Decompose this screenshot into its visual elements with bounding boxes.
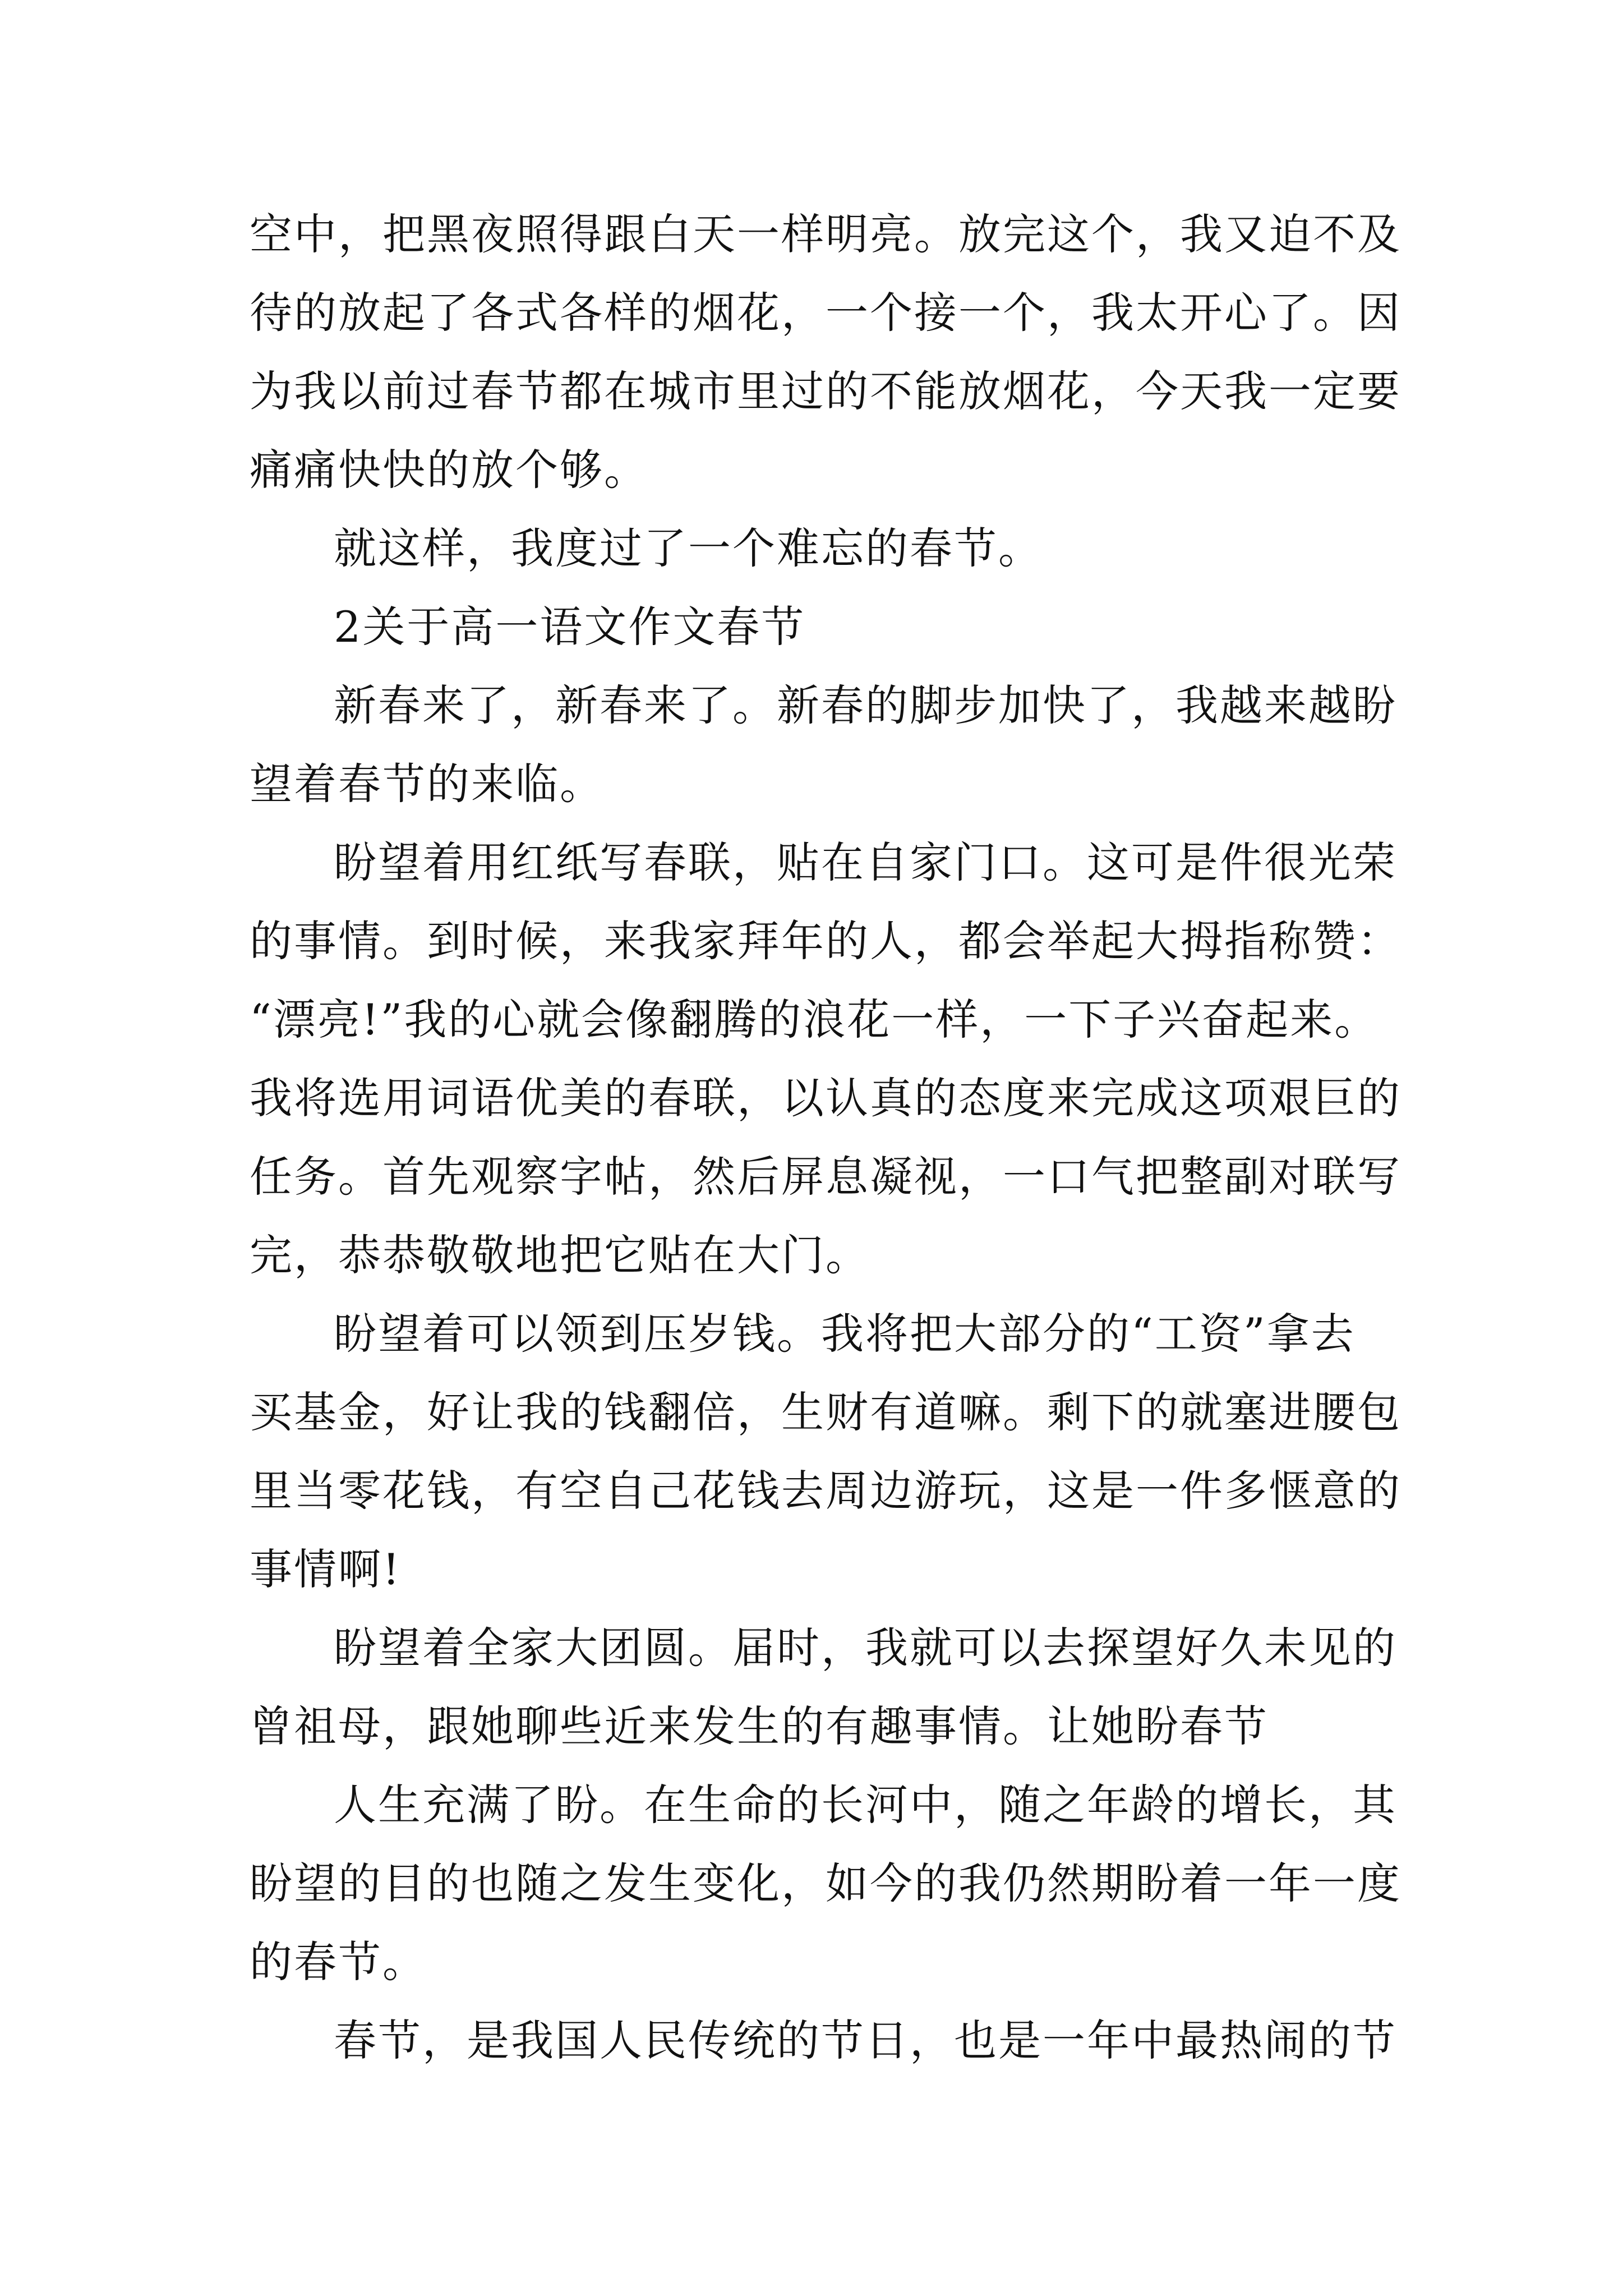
text-line: 望着春节的来临。 <box>250 759 604 809</box>
text-line: 痛痛快快的放个够。 <box>250 445 648 495</box>
text-line: 任务。首先观察字帖，然后屏息凝视，一口气把整副对联写 <box>250 1152 1401 1202</box>
text-line: 就这样，我度过了一个难忘的春节。 <box>334 523 1043 573</box>
text-line: “漂亮!”我的心就会像翻腾的浪花一样，一下子兴奋起来。 <box>250 995 1379 1045</box>
text-line: 春节，是我国人民传统的节日，也是一年中最热闹的节 <box>334 2016 1397 2065</box>
text-line: 新春来了，新春来了。新春的脚步加快了，我越来越盼 <box>334 680 1397 730</box>
text-line: 我将选用词语优美的春联，以认真的态度来完成这项艰巨的 <box>250 1073 1401 1123</box>
section-heading: 2关于高一语文作文春节 <box>334 602 806 652</box>
text-line: 完，恭恭敬敬地把它贴在大门。 <box>250 1230 870 1280</box>
text-line: 盼望的目的也随之发生变化，如今的我仍然期盼着一年一度 <box>250 1858 1401 1908</box>
text-line: 曾祖母，跟她聊些近来发生的有趣事情。让她盼春节 <box>250 1701 1269 1751</box>
text-line: 待的放起了各式各样的烟花，一个接一个，我太开心了。因 <box>250 288 1401 338</box>
text-line: 的春节。 <box>250 1937 427 1987</box>
text-line: 人生充满了盼。在生命的长河中，随之年龄的增长，其 <box>334 1780 1397 1830</box>
text-line: 为我以前过春节都在城市里过的不能放烟花，今天我一定要 <box>250 366 1401 416</box>
text-line: 买基金，好让我的钱翻倍，生财有道嘛。剩下的就塞进腰包 <box>250 1387 1401 1437</box>
text-line: 事情啊! <box>250 1544 402 1594</box>
text-line: 盼望着全家大团圆。届时，我就可以去探望好久未见的 <box>334 1623 1397 1673</box>
text-line: 的事情。到时候，来我家拜年的人，都会举起大拇指称赞： <box>250 916 1401 966</box>
text-line: 空中，把黑夜照得跟白天一样明亮。放完这个，我又迫不及 <box>250 209 1401 259</box>
body-text <box>250 195 1422 2080</box>
text-line: 里当零花钱，有空自己花钱去周边游玩，这是一件多惬意的 <box>250 1466 1401 1516</box>
text-line: 盼望着用红纸写春联，贴在自家门口。这可是件很光荣 <box>334 838 1397 887</box>
text-line: 盼望着可以领到压岁钱。我将把大部分的“工资”拿去 <box>334 1309 1355 1359</box>
